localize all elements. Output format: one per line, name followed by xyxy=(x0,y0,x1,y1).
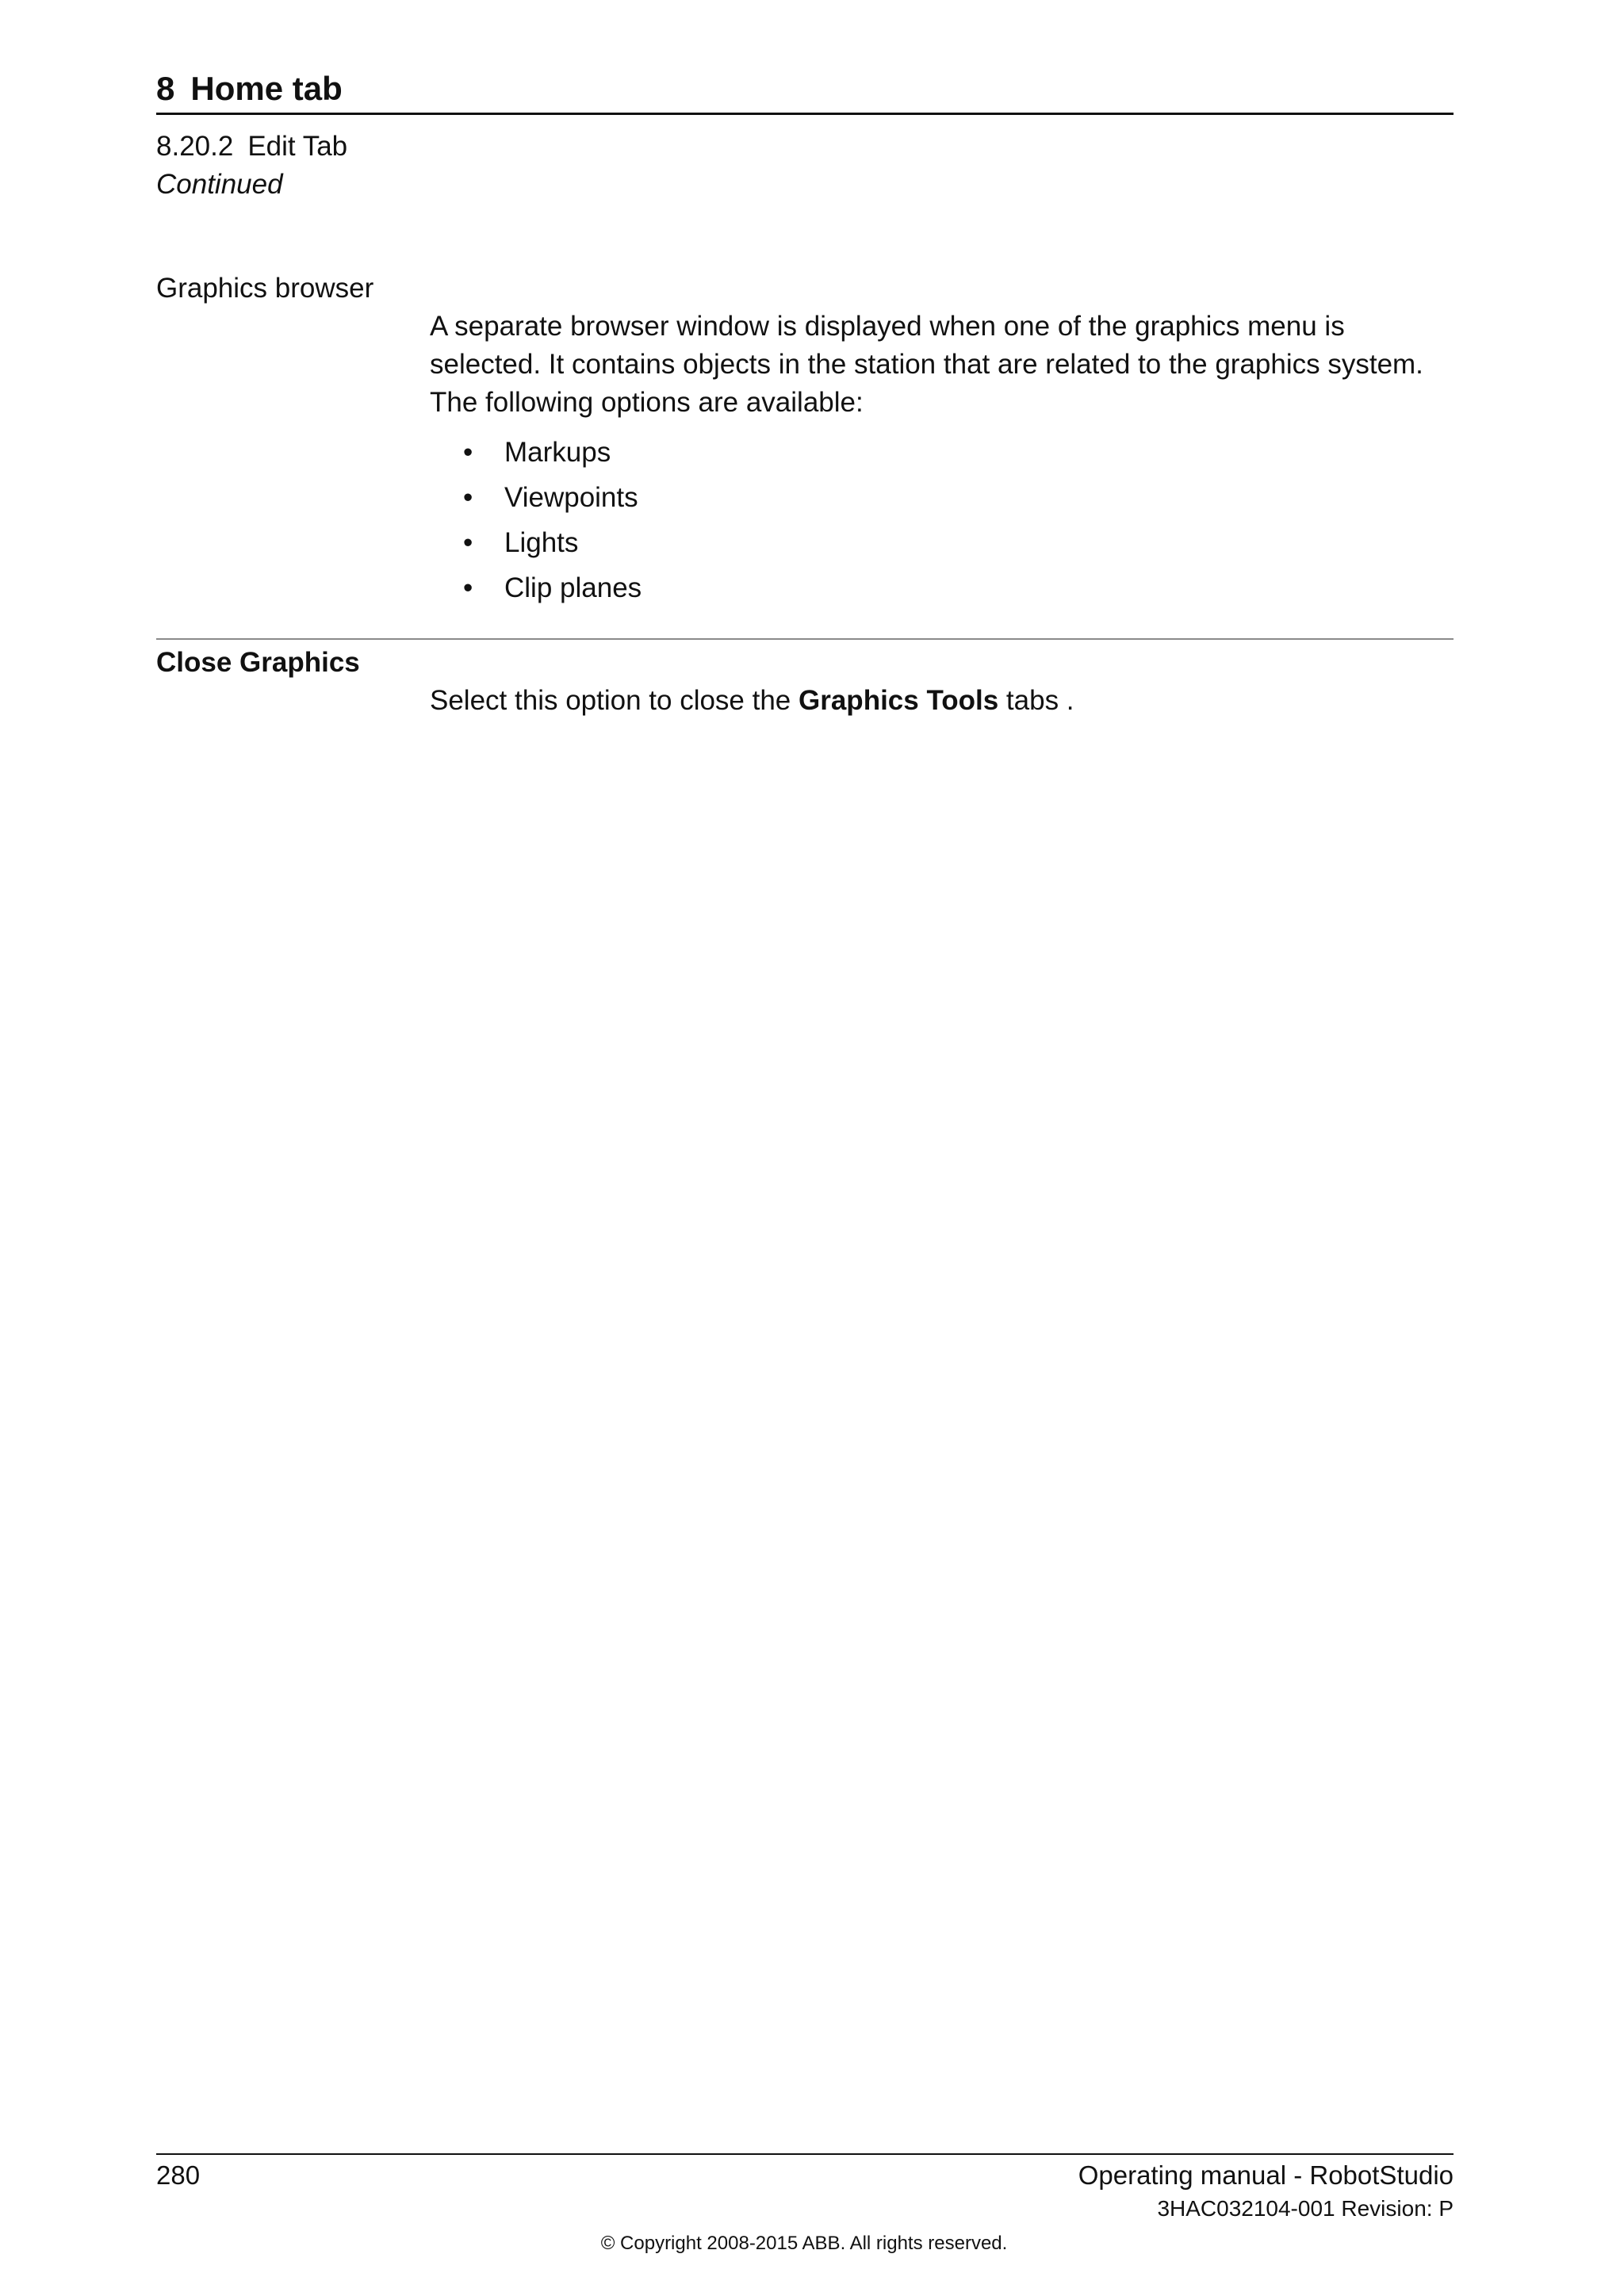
chapter-number: 8 xyxy=(156,70,175,107)
chapter-title-text: Home tab xyxy=(190,70,343,107)
list-item xyxy=(430,565,1454,610)
section-title: Edit Tab xyxy=(247,131,348,162)
entry-graphics-browser xyxy=(156,270,1454,610)
option-label: Viewpoints xyxy=(504,482,638,513)
bullet: • xyxy=(463,482,473,513)
list-item xyxy=(430,475,1454,520)
entry-close-graphics xyxy=(156,644,1454,720)
description-text: Select this option to close the xyxy=(430,685,799,716)
option-label: Clip planes xyxy=(504,572,642,603)
manual-title: Operating manual - RobotStudio xyxy=(1078,2160,1454,2190)
continued-label: Continued xyxy=(156,169,283,200)
list-item xyxy=(430,430,1454,475)
page-footer xyxy=(156,2153,1454,2225)
bullet: • xyxy=(463,572,473,603)
entry-label: Close Graphics xyxy=(156,647,360,678)
entry-body xyxy=(430,308,1454,610)
entry-body xyxy=(430,682,1454,720)
document-id: 3HAC032104-001 Revision: P xyxy=(1157,2196,1454,2221)
section-number: 8.20.2 xyxy=(156,131,234,162)
entry-description xyxy=(430,682,1454,720)
description-text-end: tabs . xyxy=(998,685,1074,716)
copyright-notice: © Copyright 2008-2015 ABB. All rights reserved. xyxy=(600,2233,1008,2254)
page-number: 280 xyxy=(156,2160,201,2190)
option-label: Markups xyxy=(504,437,611,468)
table-divider xyxy=(156,638,1454,640)
list-item xyxy=(430,520,1454,565)
section-heading xyxy=(156,128,1454,166)
entry-description: A separate browser window is displayed when one of the graphics menu is selected. It contains objects in the station that are related to the graphics system. The following options are available: xyxy=(430,311,1423,418)
bullet: • xyxy=(463,437,473,468)
option-label: Lights xyxy=(504,527,579,558)
page-header xyxy=(156,67,1454,204)
entry-label: Graphics browser xyxy=(156,273,374,304)
chapter-title xyxy=(156,67,1454,115)
description-emphasis: Graphics Tools xyxy=(799,685,999,716)
bullet: • xyxy=(463,527,473,558)
options-list xyxy=(430,430,1454,610)
